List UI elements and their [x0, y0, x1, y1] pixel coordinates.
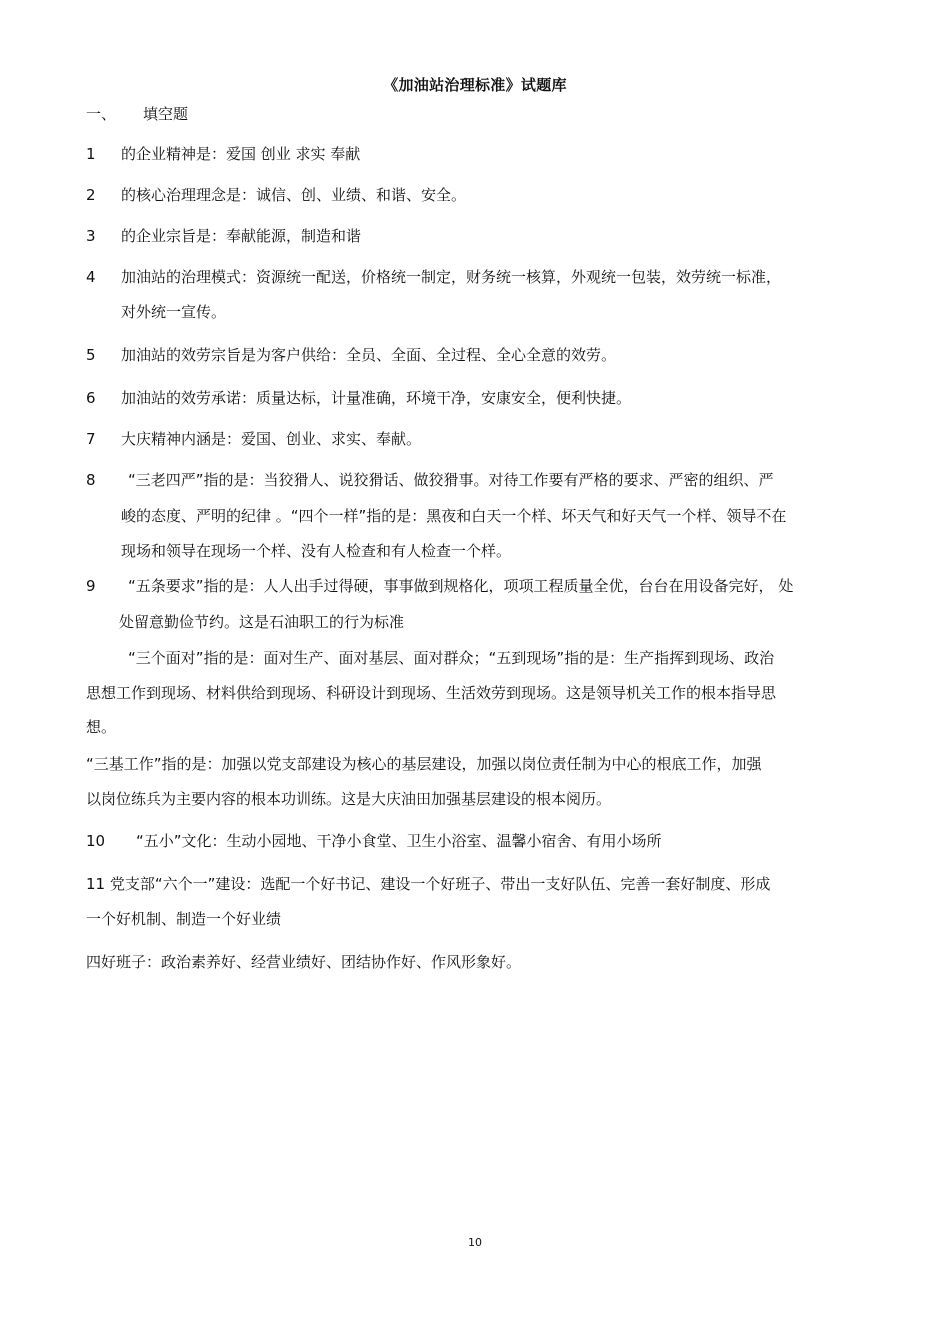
paragraph-line: “三基工作”指的是：加强以党支部建设为核心的基层建设，加强以岗位责任制为中心的根底工作，加强	[86, 755, 762, 773]
item-number: 3	[86, 227, 96, 245]
paragraph-line: 想。	[86, 718, 117, 736]
item-text-continued: 处留意勤俭节约。这是石油职工的行为标准	[119, 613, 405, 631]
four-good-line: 四好班子：政治素养好、经营业绩好、团结协作好、作风形象好。	[86, 953, 522, 971]
item-text: 11 党支部“六个一”建设：选配一个好书记、建设一个好班子、带出一支好队伍、完善一套好制度、形成	[86, 875, 771, 893]
section-heading: 填空题	[143, 105, 189, 123]
item-text: “五条要求”指的是：人人出手过得硬，事事做到规格化，项项工程质量全优，台台在用设备完好， 处	[128, 577, 794, 595]
paragraph-line: 以岗位练兵为主要内容的根本功训练。这是大庆油田加强基层建设的根本阅历。	[86, 790, 612, 808]
item-text: 大庆精神内涵是：爱国、创业、求实、奉献。	[121, 430, 422, 448]
item-number: 5	[86, 346, 96, 364]
paragraph-line: 思想工作到现场、材料供给到现场、科研设计到现场、生活效劳到现场。这是领导机关工作的根本指导思	[86, 684, 777, 702]
item-text-continued: 对外统一宣传。	[121, 303, 227, 321]
paragraph-line: “三个面对”指的是：面对生产、面对基层、面对群众；“五到现场”指的是：生产指挥到现场、政治	[128, 649, 775, 667]
section-number: 一、	[86, 105, 117, 123]
item-number: 7	[86, 430, 96, 448]
item-text: “三老四严”指的是：当狡猾人、说狡猾话、做狡猾事。对待工作要有严格的要求、严密的组织、严	[128, 471, 774, 489]
item-text-continued: 一个好机制、制造一个好业绩	[86, 910, 282, 928]
item-text-continued: 现场和领导在现场一个样、没有人检查和有人检查一个样。	[121, 542, 512, 560]
document-title: 《加油站治理标准》试题库	[383, 76, 567, 94]
item-text: 加油站的效劳承诺：质量达标，计量准确，环境干净，安康安全，便利快捷。	[121, 389, 632, 407]
page-number: 10	[468, 1236, 482, 1249]
item-text: 的企业宗旨是：奉献能源，制造和谐	[121, 227, 362, 245]
item-text: 的企业精神是：爱国 创业 求实 奉献	[121, 145, 361, 163]
item-text: 的核心治理理念是：诚信、创、业绩、和谐、安全。	[121, 186, 467, 204]
item-number: 10	[86, 832, 106, 850]
item-number: 6	[86, 389, 96, 407]
item-number: 4	[86, 268, 96, 286]
item-number: 1	[86, 145, 96, 163]
item-number: 9	[86, 577, 96, 595]
item-text: “五小”文化：生动小园地、干净小食堂、卫生小浴室、温馨小宿舍、有用小场所	[136, 832, 662, 850]
item-text-continued: 峻的态度、严明的纪律 。“四个一样”指的是：黑夜和白天一个样、坏天气和好天气一个样、领导不在	[121, 507, 787, 525]
item-text: 加油站的效劳宗旨是为客户供给：全员、全面、全过程、全心全意的效劳。	[121, 346, 617, 364]
item-number: 2	[86, 186, 96, 204]
item-text: 加油站的治理模式：资源统一配送，价格统一制定，财务统一核算，外观统一包装，效劳统一标准，	[121, 268, 782, 286]
item-number: 8	[86, 471, 96, 489]
